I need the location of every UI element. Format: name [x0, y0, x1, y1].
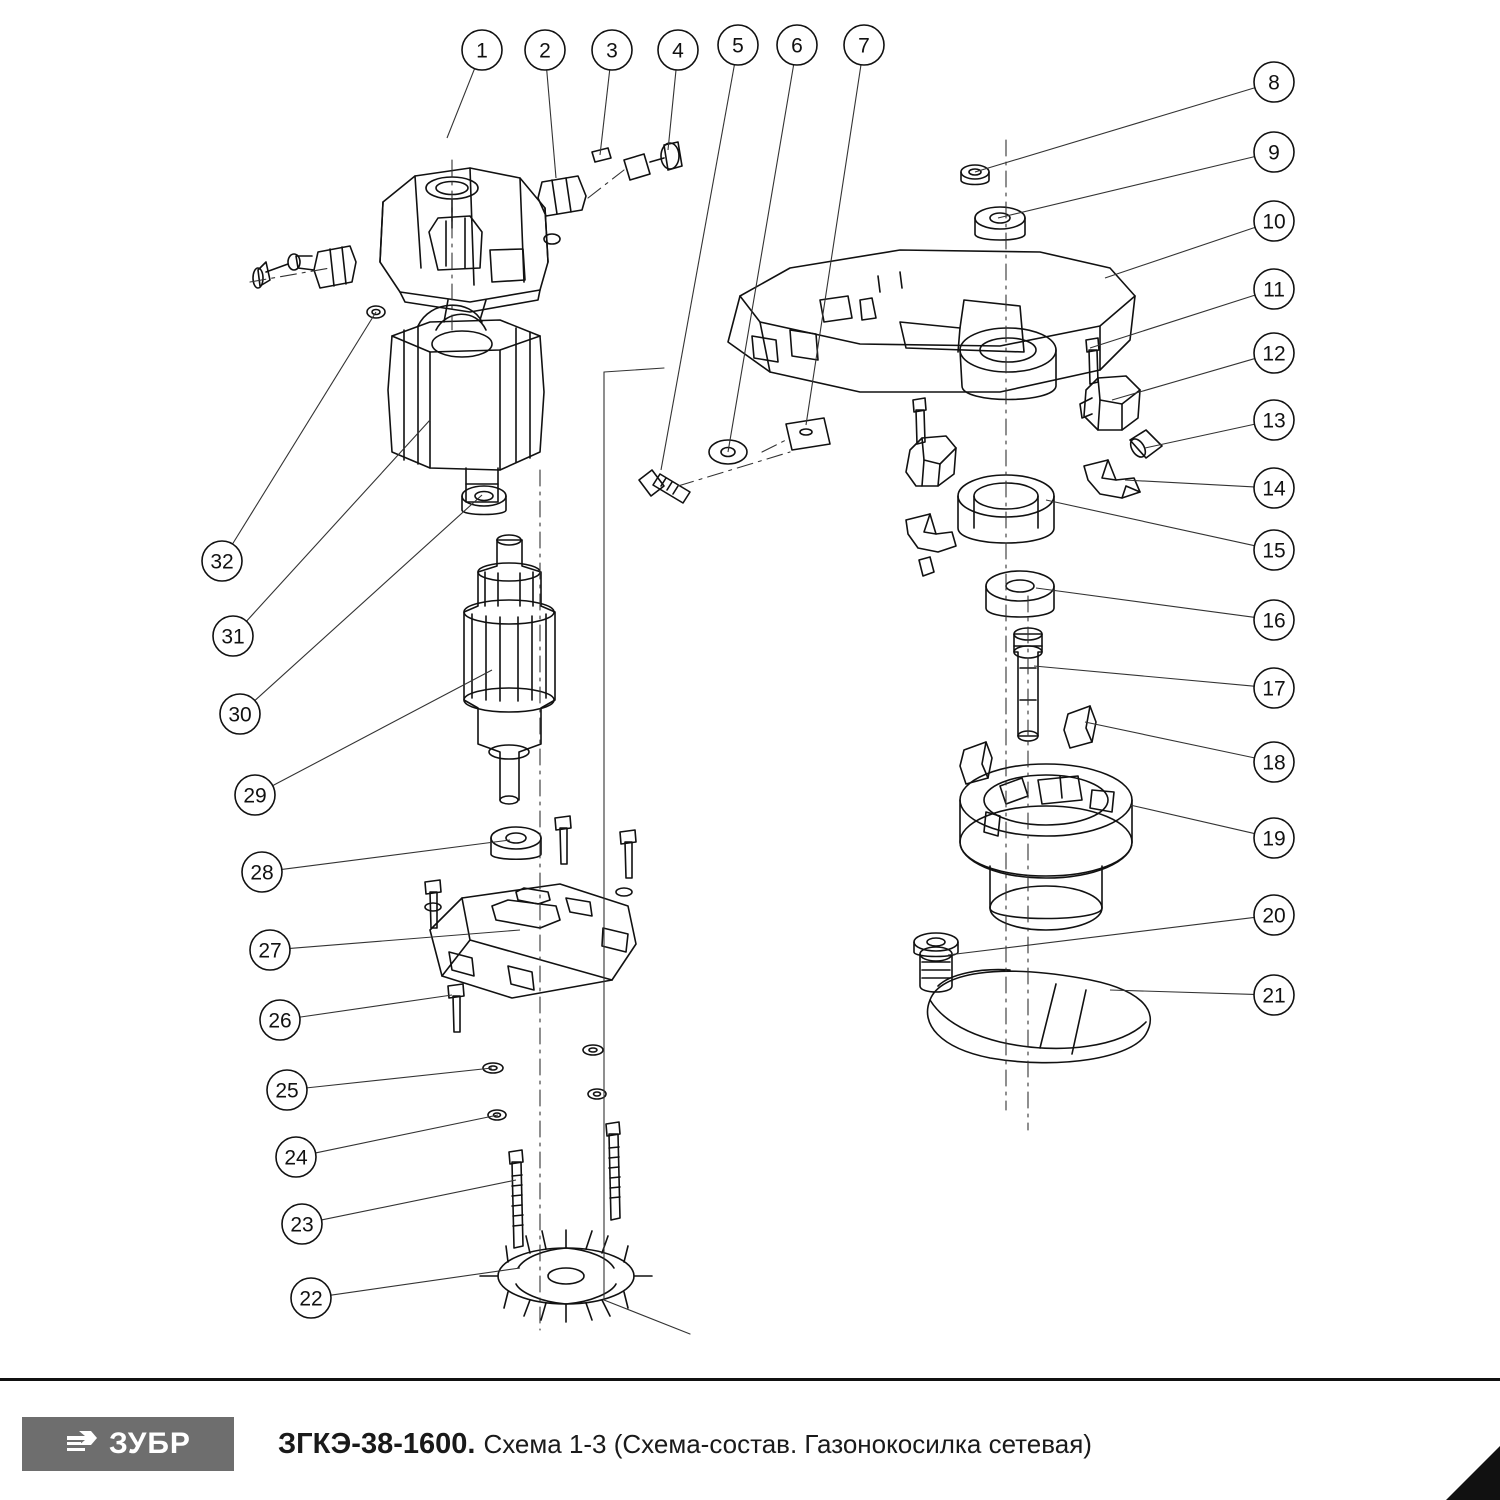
callout-leader — [806, 65, 861, 425]
callout-31[interactable] — [213, 420, 430, 656]
callout-number: 19 — [1262, 827, 1286, 851]
part-sleeve-13 — [1128, 430, 1162, 460]
callout-number: 4 — [672, 39, 684, 63]
callout-leader — [246, 420, 430, 621]
callout-leader — [316, 1115, 498, 1153]
callout-number: 26 — [268, 1009, 292, 1033]
callout-14[interactable] — [1125, 468, 1294, 508]
callout-number: 28 — [250, 861, 274, 885]
callout-number: 10 — [1262, 210, 1286, 234]
model-code: ЗГКЭ-38-1600. — [278, 1427, 476, 1460]
callout-leader — [331, 1268, 520, 1295]
callout-leader — [233, 312, 376, 544]
callout-leader — [1034, 666, 1254, 686]
callout-number: 17 — [1262, 677, 1286, 701]
callout-leader — [273, 670, 492, 786]
part-bolt-5 — [639, 470, 690, 503]
callout-number: 8 — [1268, 71, 1280, 95]
callout-leader — [1090, 295, 1255, 348]
part-bearing-16 — [986, 571, 1054, 617]
part-screw-4 — [624, 142, 682, 180]
callout-number: 15 — [1262, 539, 1286, 563]
callout-15[interactable] — [1046, 500, 1294, 570]
callout-leader — [1046, 500, 1254, 546]
callout-leader — [300, 995, 452, 1017]
callout-number: 23 — [290, 1213, 314, 1237]
part-hub-housing — [960, 764, 1132, 930]
callout-leader — [728, 65, 794, 452]
callout-number: 13 — [1262, 409, 1286, 433]
callout-32[interactable] — [202, 312, 376, 581]
callout-number: 16 — [1262, 609, 1286, 633]
callout-10[interactable] — [1105, 201, 1294, 278]
callout-leader — [307, 1068, 492, 1088]
callout-4[interactable] — [658, 30, 698, 150]
callout-number: 6 — [791, 34, 803, 58]
callout-number: 1 — [476, 39, 488, 63]
callout-number: 27 — [258, 939, 282, 963]
callout-25[interactable] — [267, 1068, 492, 1110]
zubr-arrow-icon — [65, 1429, 99, 1459]
callout-leader — [322, 1180, 516, 1220]
callout-number: 14 — [1262, 477, 1286, 501]
callout-leader — [661, 65, 734, 470]
part-blade — [928, 970, 1151, 1063]
callout-5[interactable] — [661, 25, 758, 470]
callout-leader — [1105, 227, 1255, 278]
callout-number: 9 — [1268, 141, 1280, 165]
callout-leader — [998, 157, 1255, 218]
part-long-bolts-23 — [509, 1122, 620, 1248]
footer-bar — [0, 1378, 1500, 1500]
callout-number: 12 — [1262, 342, 1286, 366]
callout-number: 11 — [1263, 278, 1285, 302]
callout-number: 29 — [243, 784, 267, 808]
callout-number: 24 — [284, 1146, 308, 1170]
callout-number: 22 — [299, 1287, 323, 1311]
callout-number: 31 — [221, 625, 245, 649]
callout-24[interactable] — [276, 1115, 498, 1177]
callout-leader — [668, 70, 676, 150]
part-terminal-14 — [906, 460, 1140, 552]
callout-29[interactable] — [235, 670, 492, 815]
callout-13[interactable] — [1145, 400, 1294, 448]
part-blade-nut — [914, 933, 958, 992]
callout-leader — [1130, 805, 1255, 834]
part-bearing-28 — [491, 827, 541, 859]
callout-9[interactable] — [998, 132, 1294, 218]
callout-number: 25 — [275, 1079, 299, 1103]
callout-number: 2 — [539, 39, 551, 63]
callout-number: 32 — [210, 550, 234, 574]
callout-leader — [1125, 480, 1254, 487]
callout-16[interactable] — [1036, 588, 1294, 640]
callout-leader — [255, 495, 482, 701]
callout-number: 30 — [228, 703, 252, 727]
callout-number: 7 — [858, 34, 870, 58]
callout-number: 20 — [1262, 904, 1286, 928]
callout-19[interactable] — [1130, 805, 1294, 858]
callout-8[interactable] — [975, 62, 1294, 172]
part-bracket-7 — [786, 418, 830, 450]
brand-badge — [22, 1417, 234, 1471]
part-upper-housing — [380, 168, 548, 312]
part-main-deck — [728, 250, 1135, 400]
callout-26[interactable] — [260, 995, 452, 1040]
callout-30[interactable] — [220, 495, 482, 734]
part-bearing-30 — [462, 486, 506, 515]
callout-2[interactable] — [525, 30, 565, 178]
brand-name: ЗУБР — [109, 1427, 191, 1460]
callout-27[interactable] — [250, 930, 520, 970]
part-washers-25-24 — [483, 1045, 606, 1120]
callout-17[interactable] — [1034, 666, 1294, 708]
callout-leader — [948, 917, 1254, 955]
callout-leader — [1145, 424, 1254, 448]
callout-6[interactable] — [728, 25, 817, 452]
callout-7[interactable] — [806, 25, 884, 425]
part-stator-assembly — [388, 300, 544, 502]
callout-leader — [282, 840, 510, 869]
part-bearing-9 — [975, 207, 1025, 240]
callout-number: 5 — [732, 34, 744, 58]
callout-layer — [202, 25, 1294, 1318]
part-small-pin — [592, 148, 611, 162]
callout-number: 18 — [1262, 751, 1286, 775]
callout-1[interactable] — [447, 30, 502, 138]
callout-number: 3 — [606, 39, 618, 63]
callout-leader — [547, 70, 556, 178]
footer-caption — [278, 1428, 1092, 1461]
callout-number: 21 — [1262, 984, 1286, 1008]
part-armature — [464, 535, 555, 804]
callout-leader — [975, 88, 1255, 172]
callout-leader — [600, 70, 610, 155]
part-side-plug — [253, 246, 356, 288]
callout-leader — [1036, 588, 1254, 617]
footer-divider — [0, 1378, 1500, 1381]
callout-leader — [290, 930, 520, 948]
callout-leader — [1085, 722, 1254, 758]
callout-28[interactable] — [242, 840, 510, 892]
callout-3[interactable] — [592, 30, 632, 155]
callout-21[interactable] — [1110, 975, 1294, 1015]
callout-leader — [1112, 359, 1255, 400]
part-nut-8 — [961, 165, 989, 185]
scheme-subtitle: Схема 1-3 (Схема-состав. Газонокосилка сетевая) — [483, 1428, 1092, 1459]
callout-20[interactable] — [948, 895, 1294, 955]
callout-23[interactable] — [282, 1180, 516, 1244]
callout-leader — [447, 69, 475, 138]
callout-18[interactable] — [1085, 722, 1294, 782]
